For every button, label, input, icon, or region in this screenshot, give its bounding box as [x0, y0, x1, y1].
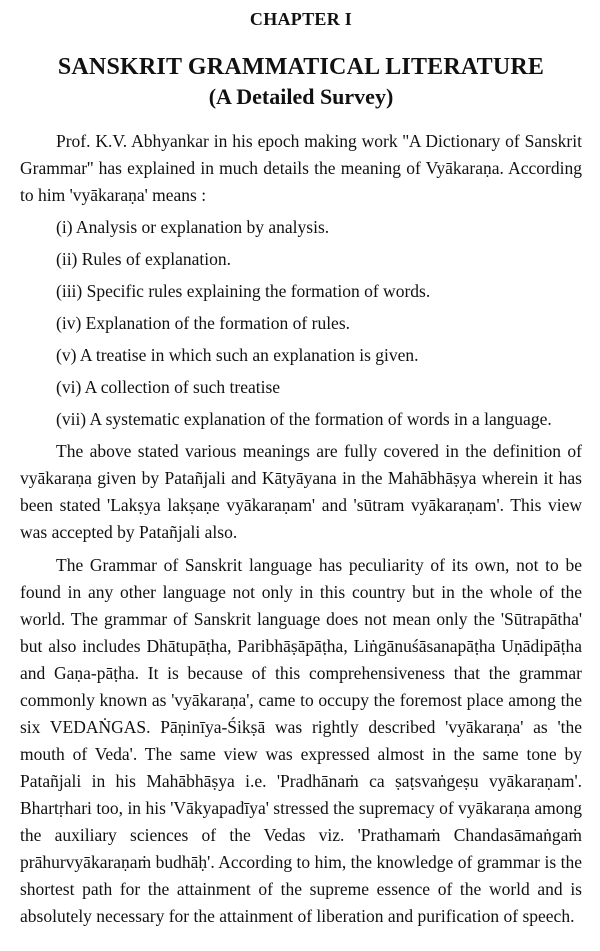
chapter-title: SANSKRIT GRAMMATICAL LITERATURE — [57, 54, 545, 80]
body-paragraph-3: The Grammar of Sanskrit language has peculiarity of its own, not to be found in any other language not only in this country but in the whole of the world. The grammar of Sanskrit language does not mean only the 'Sūtrapātha' but also includes Dhātupāṭha, Paribhāṣāpāṭha, Liṅgānuśāsanapāṭha Uṇādipāṭha and Gaṇa-pāṭha. It is because of this comprehensiveness that the grammar commonly known as 'vyākaraṇa', came to occupy the foremost place among the six VEDAṄGAS. Pāṇinīya-Śikṣā was rightly described 'vyākaraṇa' as 'the mouth of Veda'. The same view was expressed almost in the same tone by Patañjali in his Mahābhāṣya i.e. 'Pradhānaṁ ca ṣaṭsvaṅgeṣu vyākaraṇam'. Bhartṛhari too, in his 'Vākyapadīya' stressed the supremacy of vyākaraṇa among the auxiliary sciences of the Vedas viz. 'Prathamaṁ Chandasāmaṅgaṁ prāhurvyākaraṇaṁ budhāḥ'. According to him, the knowledge of grammar is the shortest path for the attainment of the supreme essence of the world and is absolutely necessary for the attainment of liberation and purification of speech. — [20, 555, 582, 926]
meaning-item: (vii) A systematic explanation of the formation of words in a language. — [56, 409, 552, 429]
chapter-subtitle: (A Detailed Survey) — [208, 84, 394, 109]
meaning-item: (i) Analysis or explanation by analysis. — [56, 217, 330, 237]
body-paragraph-2: The above stated various meanings are fully covered in the definition of vyākaraṇa given by Patañjali and Kātyāyana in the Mahābhāṣya wherein it has been stated 'Lakṣya lakṣaṇe vyākaraṇam' and 'sūtram vyākaraṇam'. This view was accepted by Patañjali also. — [20, 441, 582, 542]
meaning-item: (v) A treatise in which such an explanation is given. — [56, 345, 419, 365]
intro-paragraph: Prof. K.V. Abhyankar in his epoch making work ''A Dictionary of Sanskrit Grammar'' has explained in much details the meaning of Vyākaraṇa. According to him 'vyākaraṇa' means : — [20, 131, 582, 205]
meaning-item: (vi) A collection of such treatise — [56, 377, 281, 397]
meaning-item: (iii) Specific rules explaining the formation of words. — [56, 281, 431, 301]
meanings-list — [20, 214, 582, 433]
meaning-item: (ii) Rules of explanation. — [56, 249, 231, 269]
chapter-label: CHAPTER I — [249, 9, 353, 29]
meaning-item: (iv) Explanation of the formation of rules. — [56, 313, 351, 333]
